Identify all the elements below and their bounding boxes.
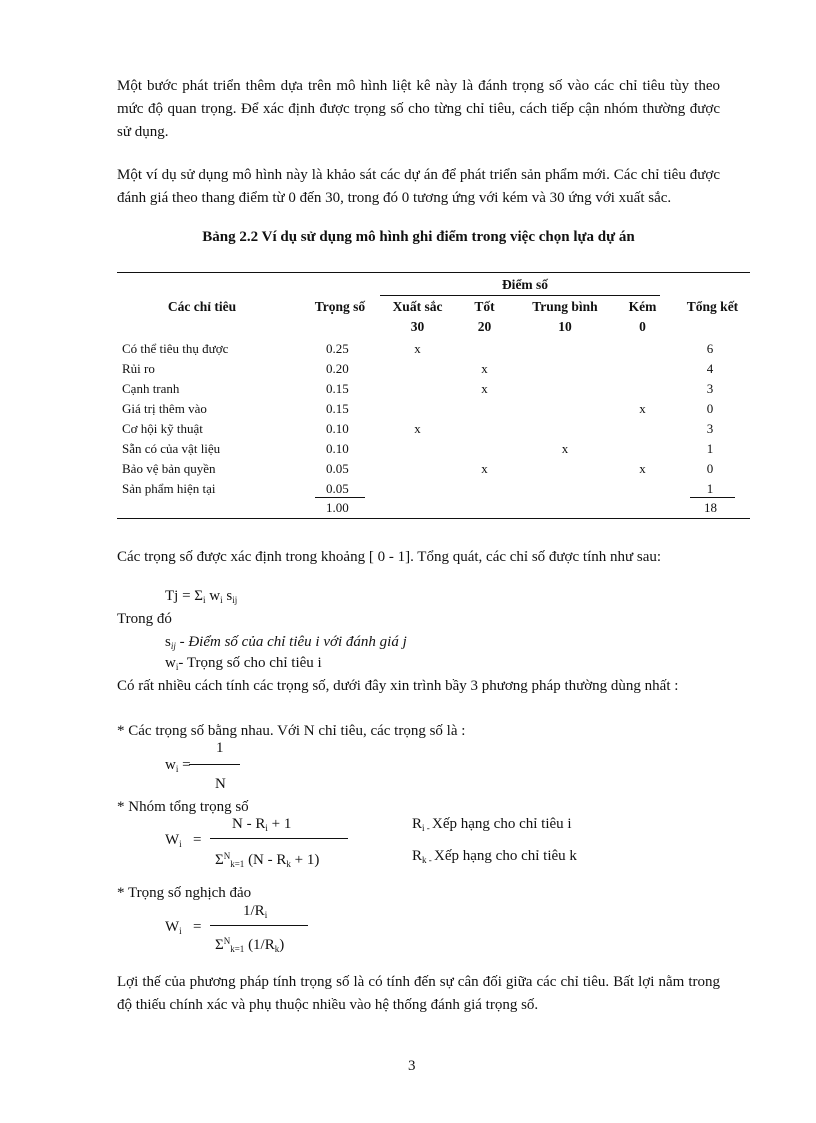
cell-weight: 0.05 (326, 481, 349, 496)
table-row (0, 419, 816, 439)
cell-weight: 0.10 (326, 421, 349, 436)
cell-total: 3 (706, 421, 714, 436)
cell-weight: 0.15 (326, 401, 349, 416)
cell-name: Cạnh tranh (122, 381, 180, 396)
cell-weight: 0.05 (326, 461, 349, 476)
equal-denominator: N (215, 776, 226, 792)
cell-total: 0 (706, 401, 714, 416)
sum-denominator: $\Sigma^N_{k=1}$ $(N - R_k + 1)$ (215, 851, 320, 869)
method-equal-title: * Các trọng số bằng nhau. Với N chỉ tiêu, các trọng số là : (117, 723, 466, 739)
equal-fraction-bar (189, 764, 240, 765)
table-bottom-rule (117, 518, 750, 519)
table-row (0, 459, 816, 479)
inverse-lhs: $W_i$ (165, 919, 182, 936)
header-total: Tổng kết (686, 299, 739, 314)
cell-name: Cơ hội kỹ thuật (122, 421, 203, 436)
cell-excellent: x (414, 421, 421, 436)
table-caption: Bảng 2.2 Ví dụ sử dụng mô hình ghi điểm trong việc chọn lựa dự án (202, 229, 635, 245)
header-weight: Trọng số (314, 299, 366, 314)
sum-lhs: $W_i$ (165, 832, 182, 849)
cell-name: Giá trị thêm vào (122, 401, 207, 416)
cell-average: x (561, 441, 569, 456)
cell-name: Rủi ro (122, 361, 155, 376)
cell-total: 0 (706, 461, 714, 476)
cell-weight: 0.25 (326, 341, 349, 356)
cell-weight: 0.20 (326, 361, 349, 376)
score-group-rule (380, 295, 660, 296)
cell-poor: x (639, 461, 646, 476)
table-row (0, 439, 816, 459)
cell-total: 1 (706, 481, 714, 496)
table-row (0, 339, 816, 359)
header-average: Trung bình (532, 299, 598, 314)
cell-total: 3 (706, 381, 714, 396)
header-poor-value: 0 (639, 319, 646, 334)
header-good: Tốt (474, 299, 495, 314)
table-row (0, 479, 816, 499)
paragraph-intro: Một bước phát triển thêm dựa trên mô hình liệt kê này là đánh trọng số vào các chỉ tiêu tùy theo mức độ quan trọng. Để xác định được trọng số cho từng chỉ tiêu, cách tiếp cận nhóm thường được sử dụng. (117, 78, 720, 140)
equal-lhs: $w_i$ = (165, 757, 191, 774)
cell-poor: x (639, 401, 646, 416)
definition-s: $s_{ij}$ - Điểm số của chỉ tiêu i với đánh giá j (165, 634, 407, 651)
sum-numerator: $N - R_i + 1$ (232, 816, 292, 833)
header-excellent-value: 30 (410, 319, 425, 334)
paragraph-methods: Có rất nhiều cách tính các trọng số, dưới đây xin trình bầy 3 phương pháp thường dùng nhất : (117, 678, 679, 694)
paragraph-conclusion: Lợi thế của phương pháp tính trọng số là có tính đến sự cân đối giữa các chỉ tiêu. Bất lợi nằm trong độ thiếu chính xác và phụ thuộc nhiều vào hệ thống đánh giá trọng số. (117, 974, 720, 1013)
header-average-value: 10 (558, 319, 572, 334)
sum-fraction-bar (210, 838, 348, 839)
header-score-group: Điểm số (501, 277, 549, 292)
header-poor: Kém (628, 299, 657, 314)
header-good-value: 20 (477, 319, 492, 334)
method-inverse-title: * Trọng số nghịch đảo (117, 885, 252, 901)
weight-sum: 1.00 (326, 500, 349, 515)
header-excellent: Xuất sắc (392, 299, 443, 314)
method-sum-title: * Nhóm tổng trọng số (117, 799, 249, 815)
equal-numerator: 1 (216, 740, 224, 756)
inverse-numerator: $1/R_i$ (243, 903, 268, 920)
sum-note-ri: $R_{i -}$ Xếp hạng cho chỉ tiêu i (412, 816, 572, 833)
inverse-denominator: $\Sigma^N_{k=1}$ $(1/R_k)$ (215, 936, 285, 954)
where-label: Trong đó (117, 611, 172, 627)
header-criteria: Các chỉ tiêu (167, 299, 237, 314)
page-number: 3 (408, 1058, 416, 1074)
table-top-rule (117, 272, 750, 273)
sum-equals: = (193, 832, 202, 848)
cell-name: Sẵn có của vật liệu (122, 441, 221, 456)
cell-excellent: x (414, 341, 421, 356)
cell-total: 4 (706, 361, 714, 376)
cell-good: x (481, 461, 488, 476)
cell-total: 6 (706, 341, 714, 356)
cell-good: x (481, 361, 488, 376)
cell-total: 1 (706, 441, 714, 456)
paragraph-example: Một ví dụ sử dụng mô hình này là khảo sát các dự án để phát triển sản phẩm mới. Các chỉ tiêu được đánh giá theo thang điểm từ 0 đến 30, trong đó 0 tương ứng với kém và 30 ứng với xuất sắc. (117, 167, 720, 206)
cell-name: Có thể tiêu thụ được (122, 341, 229, 356)
table-row (0, 399, 816, 419)
inverse-equals: = (193, 919, 202, 935)
main-formula: $Tj = \Sigma_i$ $w_i$ $s_{ij}$ (165, 588, 238, 605)
paragraph-weights-range: Các trọng số được xác định trong khoảng [ 0 - 1]. Tổng quát, các chỉ số được tính như sau: (117, 549, 662, 565)
cell-name: Bảo vệ bản quyền (122, 461, 216, 476)
sum-note-rk: $R_{k -}$ Xếp hạng cho chỉ tiêu k (412, 848, 577, 865)
inverse-fraction-bar (210, 925, 308, 926)
cell-weight: 0.15 (326, 381, 349, 396)
definition-w: $w_i-$ Trọng số cho chỉ tiêu i (165, 655, 322, 672)
cell-weight: 0.10 (326, 441, 349, 456)
cell-good: x (481, 381, 488, 396)
table-row (0, 379, 816, 399)
cell-name: Sản phẩm hiện tại (122, 481, 216, 496)
total-sum: 18 (704, 500, 717, 515)
table-row (0, 359, 816, 379)
